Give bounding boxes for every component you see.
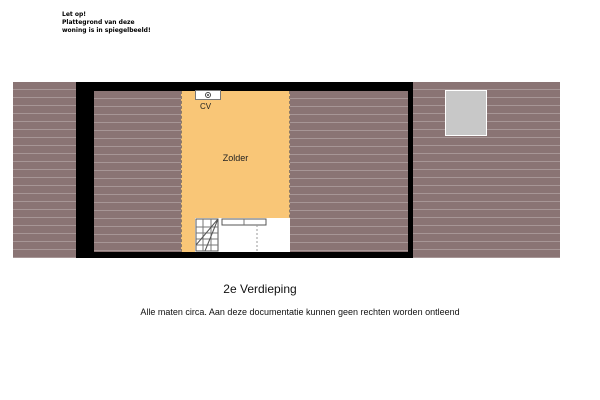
staircase-icon (195, 218, 290, 252)
disclaimer-text: Alle maten circa. Aan deze documentatie kunnen geen rechten worden ontleend (140, 307, 460, 317)
attic-label: Zolder (222, 153, 249, 163)
warning-line-3: woning is in spiegelbeeld! (62, 27, 151, 34)
floor-title: 2e Verdieping (223, 282, 297, 296)
skylight-window (445, 90, 487, 136)
boiler-unit (195, 90, 221, 100)
boiler-label: CV (200, 102, 212, 111)
boiler-icon (205, 92, 211, 98)
roof-section-left (13, 82, 76, 258)
mirror-warning (62, 11, 151, 35)
warning-line-2: Plattegrond van deze (62, 19, 135, 26)
warning-line-1: Let op! (62, 11, 87, 18)
